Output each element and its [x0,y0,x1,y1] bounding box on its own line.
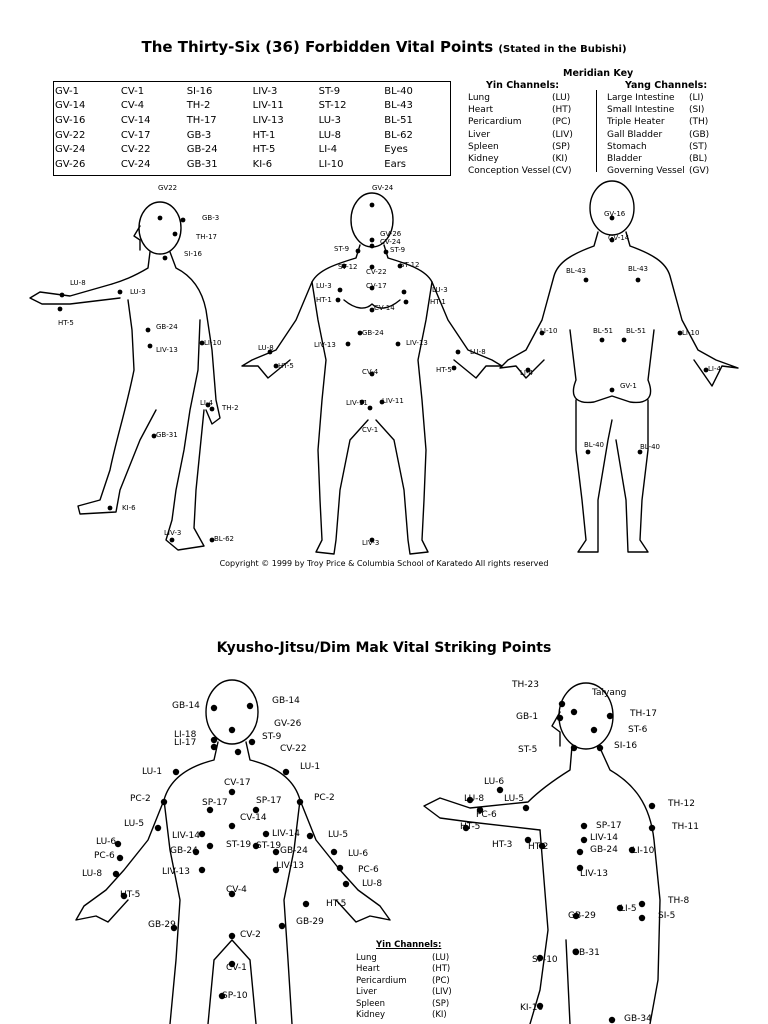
side-point-label: LIV-13 [156,346,178,354]
side-point-dot [173,232,178,237]
back-point-label: LI-4 [708,365,721,373]
point-cell: TH-17 [186,114,217,126]
side-point-label: GB-3 [202,214,220,222]
front2-point-dot [199,867,205,873]
front-point-label: CV-22 [366,268,387,276]
side-point-label: KI-6 [122,504,136,512]
channel-abbr: (LI) [689,93,704,104]
side-point-label: BL-62 [214,535,235,543]
front2-point-dot [229,933,235,939]
side2-point-label: GB-34 [624,1014,652,1024]
point-cell: CV-22 [120,144,151,156]
front2-point-label: GB-14 [272,696,300,706]
channel-abbr: (TH) [689,117,709,128]
channel-row [356,998,472,1010]
channel-name: Heart [356,964,380,975]
side2-point-label: TH-12 [668,799,695,809]
legend2-title: Yin Channels: [376,940,442,950]
channel-row [356,952,472,964]
front-point-dot [336,298,341,303]
back-point-label: BL-43 [566,267,587,275]
channel-name: Gall Bladder [607,129,663,140]
channel-row [356,987,472,999]
point-cell: LIV-13 [252,114,284,126]
side2-point-label: SI-16 [614,741,638,751]
front-point-label: LIV-13 [314,341,336,349]
side-point-label: LU-8 [70,279,86,287]
point-cell: GV-1 [55,85,79,97]
side2-point-label: SI-5 [658,911,676,921]
front2-point-dot [247,703,253,709]
front2-point-dot [211,705,217,711]
channel-abbr: (ST) [689,141,708,152]
front2-point-dot [229,789,235,795]
front2-point-dot [249,739,255,745]
side2-point-label: ST-6 [628,725,648,735]
front2-point-label: LU-6 [348,849,369,859]
channel-abbr: (HT) [552,105,572,116]
side2-point-dot [639,901,645,907]
copyright-notice: Copyright © 1999 by Troy Price & Columbia School of Karatedo All rights reserved [219,559,549,568]
side-point-label: LIV-3 [164,529,182,537]
side-point-dot [163,256,168,261]
channel-name: Lung [356,952,377,963]
point-labels [58,184,721,1024]
side2-point-label: TH-23 [512,680,539,690]
side2-point-label: LI-5 [620,904,637,914]
front-point-dot [404,300,409,305]
back-point-label: LI-10 [540,327,558,335]
front-point-label: ST-12 [338,263,358,271]
channel-row [356,975,472,987]
section-title-2: Kyusho-Jitsu/Dim Mak Vital Striking Points [216,640,552,656]
front2-point-dot [161,799,167,805]
front-point-label: HT-5 [278,362,294,370]
channel-abbr: (KI) [432,1010,447,1021]
channel-abbr: (LIV) [552,129,573,140]
side-point-dot [181,218,186,223]
front-point-dot [370,238,375,243]
front-point-label: LIV-3 [362,539,380,547]
front2-point-label: HT-5 [326,899,347,909]
side-point-label: GB-31 [156,431,178,439]
point-cell: CV-1 [120,85,145,97]
front-point-dot [356,249,361,254]
back-point-label: LI-4 [520,369,533,377]
channel-row [356,964,472,976]
channel-abbr: (GB) [689,129,710,140]
front2-point-label: PC-6 [94,851,115,861]
channel-abbr: (PC) [552,117,571,128]
side2-point-label: HT-2 [528,842,549,852]
front2-point-dot [173,769,179,775]
channel-name: Large Intestine [607,93,675,104]
front-point-dot [384,250,389,255]
channel-name: Kidney [468,154,499,165]
side2-point-label: ST-5 [518,745,538,755]
point-cell: HT-1 [252,129,276,141]
front-point-label: LU-8 [258,344,274,352]
side2-point-dot [523,805,529,811]
point-cell: BL-43 [384,100,413,112]
point-cell: BL-51 [384,114,413,126]
point-cell: GB-3 [186,129,212,141]
back-point-label: LI-10 [682,329,700,337]
side2-point-dot [607,713,613,719]
front2-point-label: LIV-13 [162,867,190,877]
channel-abbr: (LU) [552,93,571,104]
side2-point-label: LU-5 [504,794,525,804]
side2-point-dot [649,803,655,809]
front-point-dot [456,350,461,355]
channel-name: Bladder [607,154,642,165]
channel-name: Spleen [468,141,499,152]
channel-abbr: (SI) [689,105,705,116]
channel-name: Small Intestine [607,105,675,116]
yin-channels-legend-2 [356,940,472,1021]
front2-point-dot [211,737,217,743]
side2-point-label: KI-10 [520,1003,544,1013]
point-cell: TH-2 [186,100,211,112]
side2-point-label: PC-6 [476,810,497,820]
point-cell: LI-10 [318,158,344,170]
channel-abbr: (LU) [432,952,450,963]
side2-point-label: LIV-13 [580,869,608,879]
side-point-dot [118,290,123,295]
front2-point-label: GB-24 [280,846,308,856]
front-point-label: CV-14 [374,304,395,312]
channel-abbr: (LIV) [432,987,452,998]
meridian-key-title: Meridian Key [563,68,634,79]
side-point-dot [158,216,163,221]
side2-point-dot [649,825,655,831]
side-point-label: HT-5 [58,319,74,327]
back-point-dot [584,278,589,283]
side2-point-label: GB-29 [568,911,596,921]
front2-point-label: GB-24 [170,846,198,856]
front2-point-label: LU-5 [328,830,349,840]
front2-point-label: GV-26 [274,719,302,729]
side2-point-label: TH-11 [672,822,699,832]
point-cell: CV-17 [120,129,151,141]
back-point-dot [622,338,627,343]
side-point-dot [210,407,215,412]
side-point-label: LI-10 [204,339,222,347]
front2-point-dot [297,799,303,805]
side2-point-label: HT-5 [460,822,481,832]
channel-abbr: (HT) [432,964,451,975]
side2-point-dot [591,727,597,733]
front-point-dot [338,288,343,293]
front2-point-dot [307,833,313,839]
side-point-dot [58,307,63,312]
side-point-dot [148,344,153,349]
front-point-label: CV-24 [380,238,401,246]
point-cell: CV-14 [120,114,151,126]
side2-point-label: LU-6 [484,777,505,787]
front-point-dot [452,366,457,371]
front2-point-label: GB-29 [296,917,324,927]
side2-point-dot [557,715,563,721]
side2-point-label: TH-17 [630,709,657,719]
front2-point-label: LI-17 [174,738,197,748]
front-point-label: ST-9 [390,246,406,254]
channel-name: Liver [356,987,377,998]
side2-point-dot [581,823,587,829]
channel-name: Pericardium [468,117,522,128]
front2-point-label: CV-2 [240,930,261,940]
back-point-label: GV-16 [604,210,626,218]
front2-point-label: LIV-14 [172,831,200,841]
side2-point-dot [571,709,577,715]
side2-point-dot [571,745,577,751]
back-point-dot [610,388,615,393]
side2-point-dot [581,837,587,843]
side2-point-dot [577,849,583,855]
point-cell: GV-24 [55,144,86,156]
front2-point-label: HT-5 [120,890,141,900]
title-note: (Stated in the Bubishi) [498,44,627,55]
front2-point-dot [303,901,309,907]
front2-point-label: ST-19 [256,841,282,851]
side-point-dot [146,328,151,333]
point-cell: BL-40 [384,85,413,97]
side2-point-dot [597,745,603,751]
front2-point-dot [235,749,241,755]
front-point-label: CV-1 [362,426,379,434]
side2-point-label: HT-3 [492,840,513,850]
side-point-label: GB-24 [156,323,178,331]
channel-abbr: (CV) [552,166,572,177]
point-cell: GV-26 [55,158,86,170]
point-cell: ST-9 [318,85,341,97]
point-cell: Eyes [384,144,408,156]
main-title: The Thirty-Six (36) Forbidden Vital Points [141,38,494,56]
front2-point-label: PC-6 [358,865,379,875]
front2-point-label: LU-6 [96,837,117,847]
front2-point-label: LU-1 [142,767,163,777]
front2-point-label: LU-5 [124,819,145,829]
channel-name: Conception Vessel [468,166,551,177]
channel-abbr: (KI) [552,154,568,165]
front2-point-label: GB-29 [148,920,176,930]
side2-point-label: Taiyang [592,688,627,698]
front-point-dot [368,406,373,411]
side-point-dot [108,506,113,511]
side-point-label: TH-2 [222,404,239,412]
side-point-label: SI-16 [184,250,202,258]
channel-name: Heart [468,105,494,116]
front2-point-dot [211,744,217,750]
front2-point-label: LIV-14 [272,829,300,839]
front2-point-label: GB-14 [172,701,200,711]
front-point-dot [396,342,401,347]
side-point-label: LU-3 [130,288,146,296]
channel-abbr: (BL) [689,154,708,165]
channel-abbr: (GV) [689,166,710,177]
front-point-dot [370,203,375,208]
front2-point-label: SP-10 [222,991,248,1001]
point-cell: LIV-11 [252,100,284,112]
front-point-label: LIV-11 [382,397,404,405]
front2-point-label: CV-1 [226,963,247,973]
side2-point-dot [639,915,645,921]
front2-point-label: LU-8 [362,879,383,889]
front2-point-label: CV-22 [280,744,307,754]
back-point-label: BL-40 [584,441,605,449]
front2-point-dot [155,825,161,831]
front2-point-dot [279,923,285,929]
front-point-label: ST-12 [400,261,420,269]
point-cell: GB-31 [186,158,218,170]
front-point-label: GV-24 [372,184,394,192]
front-point-label: LU-3 [316,282,332,290]
front2-point-dot [331,849,337,855]
channel-name: Triple Heater [607,117,665,128]
front2-point-dot [337,865,343,871]
front2-point-label: SP-17 [256,796,282,806]
front2-point-label: CV-4 [226,885,247,895]
front-point-label: LIV-11 [346,399,368,407]
back-point-label: BL-40 [640,443,661,451]
point-cell: Ears [384,158,407,170]
front-point-label: HT-1 [430,298,446,306]
point-cell: GV-14 [55,100,86,112]
point-cell: ST-12 [318,100,347,112]
channel-abbr: (SP) [432,998,450,1009]
point-cell: GV-16 [55,114,86,126]
back-point-dot [600,338,605,343]
front2-point-label: LI-18 [174,730,197,740]
front-point-label: HT-5 [436,366,452,374]
front-point-label: CV-4 [362,368,379,376]
side-point-dot [60,293,65,298]
back-point-label: GV-14 [608,234,630,242]
channel-abbr: (PC) [432,975,450,986]
point-cell: BL-62 [384,129,413,141]
front-point-label: LU-3 [432,286,448,294]
point-cell: GB-24 [186,144,218,156]
front-point-label: HT-1 [316,296,332,304]
back-point-dot [586,450,591,455]
back-point-label: BL-51 [626,327,647,335]
back-point-label: BL-51 [593,327,614,335]
channel-row [356,1010,472,1022]
front2-point-dot [113,871,119,877]
front2-point-label: LIV-13 [276,861,304,871]
point-cell: LI-4 [318,144,338,156]
channel-name: Lung [468,93,490,104]
side-point-label: TH-17 [196,233,217,241]
point-cell: KI-6 [252,158,273,170]
front2-point-dot [283,769,289,775]
point-cell: SI-16 [186,85,213,97]
point-cell: LIV-3 [252,85,278,97]
front-point-label: LU-8 [470,348,486,356]
front-point-label: GV-26 [380,230,402,238]
front2-point-label: PC-2 [314,793,335,803]
side-point-dot [170,538,175,543]
front2-point-label: LU-1 [300,762,321,772]
front-point-label: LIV-13 [406,339,428,347]
front2-point-label: CV-14 [240,813,267,823]
channel-abbr: (SP) [552,141,571,152]
front-point-label: CV-17 [366,282,387,290]
point-cell: CV-4 [120,100,145,112]
front2-point-dot [229,823,235,829]
front2-point-dot [117,855,123,861]
back-point-label: BL-43 [628,265,649,273]
front2-point-label: CV-17 [224,778,251,788]
front-point-dot [346,342,351,347]
channel-name: Liver [468,129,491,140]
channel-name: Governing Vessel [607,166,685,177]
front2-point-dot [263,831,269,837]
side2-point-label: GB-1 [516,712,539,722]
channel-name: Spleen [356,998,385,1009]
front2-point-label: ST-19 [226,840,252,850]
legend2-list [356,952,472,1021]
side2-point-dot [559,701,565,707]
side2-point-label: TH-8 [668,896,690,906]
back-point-label: GV-1 [620,382,637,390]
side-point-label: LI-4 [200,399,213,407]
front2-point-label: SP-17 [202,798,228,808]
channel-name: Stomach [607,141,647,152]
point-cell: CV-24 [120,158,151,170]
side2-point-label: GB-31 [572,948,600,958]
yang-channels-title: Yang Channels: [625,80,708,91]
point-cell: LU-8 [318,129,341,141]
front2-point-dot [207,843,213,849]
front2-point-label: LU-8 [82,869,103,879]
front-point-label: ST-9 [334,245,350,253]
side2-point-label: SP-17 [596,821,622,831]
side-point-label: GV22 [158,184,178,192]
front2-point-label: ST-9 [262,732,282,742]
side2-point-dot [497,787,503,793]
side2-point-dot [609,1017,615,1023]
back-point-dot [636,278,641,283]
side2-point-label: SP-10 [532,955,558,965]
side2-point-label: LU-8 [464,794,485,804]
side2-point-label: LI-10 [632,846,655,856]
point-cell: HT-5 [252,144,276,156]
front2-point-label: PC-2 [130,794,151,804]
front2-point-dot [343,881,349,887]
front2-point-dot [229,727,235,733]
point-cell: LU-3 [318,114,341,126]
point-cell: GV-22 [55,129,86,141]
channel-name: Pericardium [356,975,407,986]
yin-channels-title: Yin Channels: [486,80,560,91]
front-point-label: GB-24 [362,329,384,337]
channel-name: Kidney [356,1010,385,1021]
front-point-dot [402,290,407,295]
side2-point-label: LIV-14 [590,833,618,843]
side2-point-label: GB-24 [590,845,618,855]
front-point-dot [370,244,375,249]
